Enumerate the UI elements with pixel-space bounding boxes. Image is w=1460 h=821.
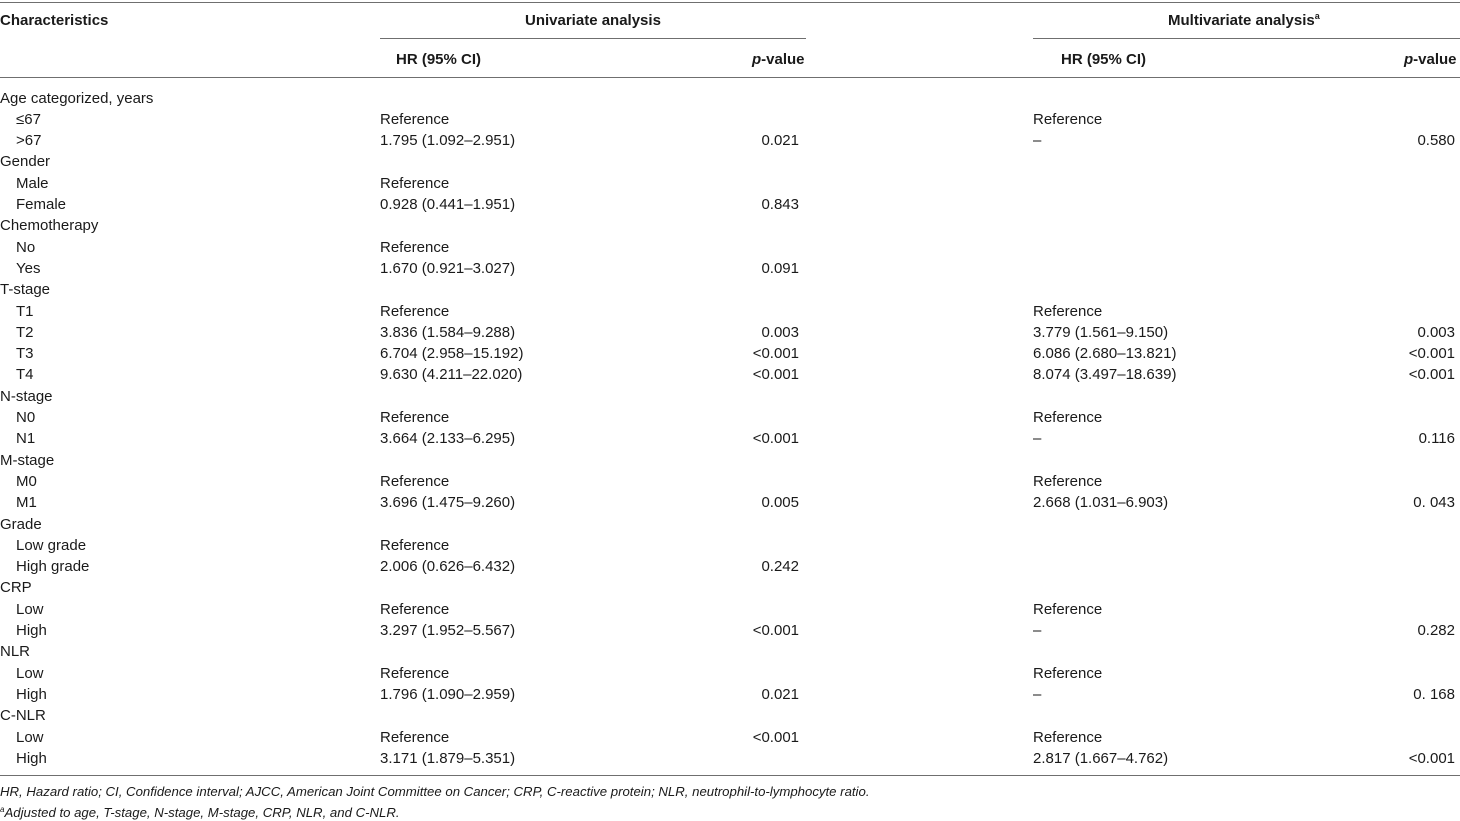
- table-row: [0, 364, 1460, 385]
- row-label: T1: [16, 302, 34, 320]
- row-label: T4: [16, 366, 34, 384]
- table-bottom-rule: [0, 775, 1460, 776]
- univariate-p-cell: <0.001: [752, 622, 799, 639]
- row-label: M1: [16, 494, 37, 512]
- univariate-hr-cell: Reference: [380, 174, 450, 192]
- table-row: [0, 748, 1460, 769]
- header-p-italic: p: [752, 51, 762, 68]
- univariate-p-cell: 0.242: [761, 558, 799, 576]
- table-top-rule: [0, 2, 1460, 3]
- footnote-a: [0, 804, 400, 821]
- row-label: High: [16, 685, 47, 703]
- univariate-hr-cell: Reference: [380, 238, 450, 256]
- multivariate-p-cell: <0.001: [1408, 345, 1455, 363]
- univariate-hr-cell: Reference: [380, 536, 450, 554]
- footnote-abbreviations: HR, Hazard ratio; CI, Confidence interval; AJCC, American Joint Committee on Cancer; CRP, C-reactive protein; NLR, neutrophil-to-lymphocyte ratio.: [0, 784, 870, 799]
- univariate-hr-cell: 6.704 (2.958–15.192): [380, 345, 524, 363]
- row-label: High grade: [16, 558, 90, 576]
- header-bottom-rule: [0, 77, 1460, 78]
- table-row: [0, 407, 1460, 428]
- table-row: [0, 386, 1460, 407]
- univariate-hr-cell: 2.006 (0.626–6.432): [380, 558, 516, 576]
- row-label: NLR: [0, 643, 31, 661]
- univariate-hr-cell: Reference: [380, 728, 450, 746]
- multivariate-hr-cell: –: [1033, 685, 1042, 703]
- univariate-hr-cell: 3.171 (1.879–5.351): [380, 749, 516, 767]
- table-row: [0, 641, 1460, 662]
- multivariate-hr-cell: Reference: [1033, 409, 1103, 426]
- univariate-hr-cell: Reference: [380, 664, 450, 682]
- univariate-p-cell: 0.021: [761, 132, 799, 150]
- footnote-a-text: Adjusted to age, T-stage, N-stage, M-stage, CRP, NLR, and C-NLR.: [4, 805, 400, 820]
- table-row: [0, 471, 1460, 492]
- table-row: [0, 727, 1460, 748]
- table-row: [0, 237, 1460, 258]
- table-row: [0, 684, 1460, 705]
- univariate-p-cell: <0.001: [752, 345, 799, 363]
- univariate-hr-cell: Reference: [380, 472, 450, 490]
- row-label: M0: [16, 472, 37, 490]
- univariate-hr-cell: Reference: [380, 600, 450, 618]
- table-row: [0, 535, 1460, 556]
- multivariate-p-cell: 0.282: [1417, 622, 1455, 639]
- univariate-p-cell: 0.005: [761, 494, 799, 512]
- table-row: [0, 279, 1460, 300]
- header-multivariate-hr: HR (95% CI): [1061, 51, 1147, 68]
- header-multivariate-text: Multivariate analysis: [1168, 12, 1315, 29]
- header-univariate-hr: HR (95% CI): [396, 51, 482, 68]
- univariate-hr-cell: Reference: [380, 302, 450, 320]
- row-label: Low: [16, 664, 44, 682]
- multivariate-p-cell: 0.116: [1418, 430, 1455, 448]
- row-label: >67: [16, 132, 42, 150]
- multivariate-hr-cell: Reference: [1033, 472, 1103, 490]
- multivariate-hr-cell: Reference: [1033, 600, 1103, 618]
- header-characteristics: Characteristics: [0, 12, 109, 29]
- row-label: Age categorized, years: [0, 89, 154, 107]
- univariate-hr-cell: 9.630 (4.211–22.020): [380, 366, 523, 384]
- row-label: High: [16, 749, 47, 767]
- table-row: [0, 301, 1460, 322]
- row-label: T-stage: [0, 281, 51, 299]
- multivariate-p-cell: 0.003: [1417, 323, 1455, 341]
- table-row: [0, 428, 1460, 449]
- header-multivariate-footnote-marker: a: [1314, 11, 1320, 21]
- table-row: [0, 322, 1460, 343]
- multivariate-p-cell: <0.001: [1408, 749, 1455, 767]
- row-label: N0: [16, 409, 36, 426]
- table-row: [0, 109, 1460, 130]
- table-row: [0, 450, 1460, 471]
- univariate-p-cell: <0.001: [752, 430, 799, 448]
- multivariate-hr-cell: 2.668 (1.031–6.903): [1033, 494, 1169, 512]
- multivariate-hr-cell: –: [1033, 430, 1042, 448]
- header-p-rest: -value: [761, 51, 805, 68]
- row-label: Low: [16, 600, 44, 618]
- multivariate-hr-cell: Reference: [1033, 302, 1103, 320]
- header-multivariate-analysis: [1168, 11, 1320, 30]
- table-row: [0, 88, 1460, 109]
- multivariate-hr-cell: –: [1033, 132, 1042, 150]
- univariate-p-cell: 0.021: [761, 685, 799, 703]
- row-label: T2: [16, 323, 34, 341]
- row-label: C-NLR: [0, 707, 46, 725]
- multivariate-hr-cell: 3.779 (1.561–9.150): [1033, 323, 1169, 341]
- row-label: CRP: [0, 579, 32, 597]
- header-multivariate-p-value: [1404, 50, 1457, 69]
- multivariate-p-cell: <0.001: [1408, 366, 1455, 384]
- table-row: [0, 343, 1460, 364]
- univariate-p-cell: <0.001: [752, 366, 799, 384]
- univariate-hr-cell: 1.796 (1.090–2.959): [380, 685, 516, 703]
- univariate-p-cell: <0.001: [752, 728, 799, 746]
- table-row: [0, 599, 1460, 620]
- multivariate-p-cell: 0. 168: [1413, 685, 1455, 703]
- multivariate-p-cell: 0. 043: [1413, 494, 1455, 512]
- univariate-p-cell: 0.843: [761, 196, 799, 213]
- table-row: [0, 173, 1460, 194]
- row-label: M-stage: [0, 451, 55, 469]
- table-row: [0, 514, 1460, 535]
- multivariate-hr-cell: 2.817 (1.667–4.762): [1033, 749, 1169, 767]
- univariate-hr-cell: Reference: [380, 110, 450, 128]
- row-label: Chemotherapy: [0, 217, 99, 235]
- multivariate-hr-cell: Reference: [1033, 728, 1103, 746]
- univariate-hr-cell: 1.795 (1.092–2.951): [380, 132, 516, 150]
- row-label: No: [16, 238, 36, 256]
- row-label: T3: [16, 345, 34, 363]
- row-label: Female: [16, 196, 67, 213]
- row-label: High: [16, 622, 47, 639]
- multivariate-hr-cell: Reference: [1033, 110, 1103, 128]
- table-row: [0, 663, 1460, 684]
- row-label: N1: [16, 430, 36, 448]
- table-row: [0, 215, 1460, 236]
- row-label: Yes: [16, 259, 41, 277]
- table-row: [0, 556, 1460, 577]
- row-label: N-stage: [0, 387, 53, 405]
- univariate-hr-cell: 3.696 (1.475–9.260): [380, 494, 516, 512]
- header-p-rest: -value: [1413, 51, 1457, 68]
- univariate-hr-cell: 0.928 (0.441–1.951): [380, 196, 516, 213]
- row-label: Gender: [0, 153, 51, 171]
- table-row: [0, 194, 1460, 215]
- table-row: [0, 492, 1460, 513]
- table-row: [0, 151, 1460, 172]
- multivariate-hr-cell: 8.074 (3.497–18.639): [1033, 366, 1177, 384]
- univariate-hr-cell: 3.836 (1.584–9.288): [380, 323, 516, 341]
- table-row: [0, 577, 1460, 598]
- univariate-group-rule: [380, 38, 806, 39]
- header-univariate-analysis: Univariate analysis: [525, 12, 661, 29]
- univariate-hr-cell: 3.664 (2.133–6.295): [380, 430, 516, 448]
- row-label: ≤67: [16, 110, 41, 128]
- univariate-hr-cell: 3.297 (1.952–5.567): [380, 622, 516, 639]
- row-label: Male: [16, 174, 49, 192]
- multivariate-hr-cell: –: [1033, 622, 1042, 639]
- row-label: Low: [16, 728, 44, 746]
- table-row: [0, 620, 1460, 641]
- table-row: [0, 130, 1460, 151]
- row-label: Low grade: [16, 536, 87, 554]
- univariate-p-cell: 0.091: [761, 259, 799, 277]
- multivariate-hr-cell: 6.086 (2.680–13.821): [1033, 345, 1177, 363]
- table-row: [0, 705, 1460, 726]
- univariate-p-cell: 0.003: [761, 323, 799, 341]
- header-univariate-p-value: [752, 50, 805, 69]
- table-row: [0, 258, 1460, 279]
- univariate-hr-cell: 1.670 (0.921–3.027): [380, 259, 516, 277]
- univariate-hr-cell: Reference: [380, 409, 450, 426]
- footnote-a-marker: a: [0, 805, 5, 814]
- row-label: Grade: [0, 515, 42, 533]
- header-p-italic: p: [1404, 51, 1414, 68]
- multivariate-group-rule: [1033, 38, 1460, 39]
- multivariate-hr-cell: Reference: [1033, 664, 1103, 682]
- multivariate-p-cell: 0.580: [1417, 132, 1455, 150]
